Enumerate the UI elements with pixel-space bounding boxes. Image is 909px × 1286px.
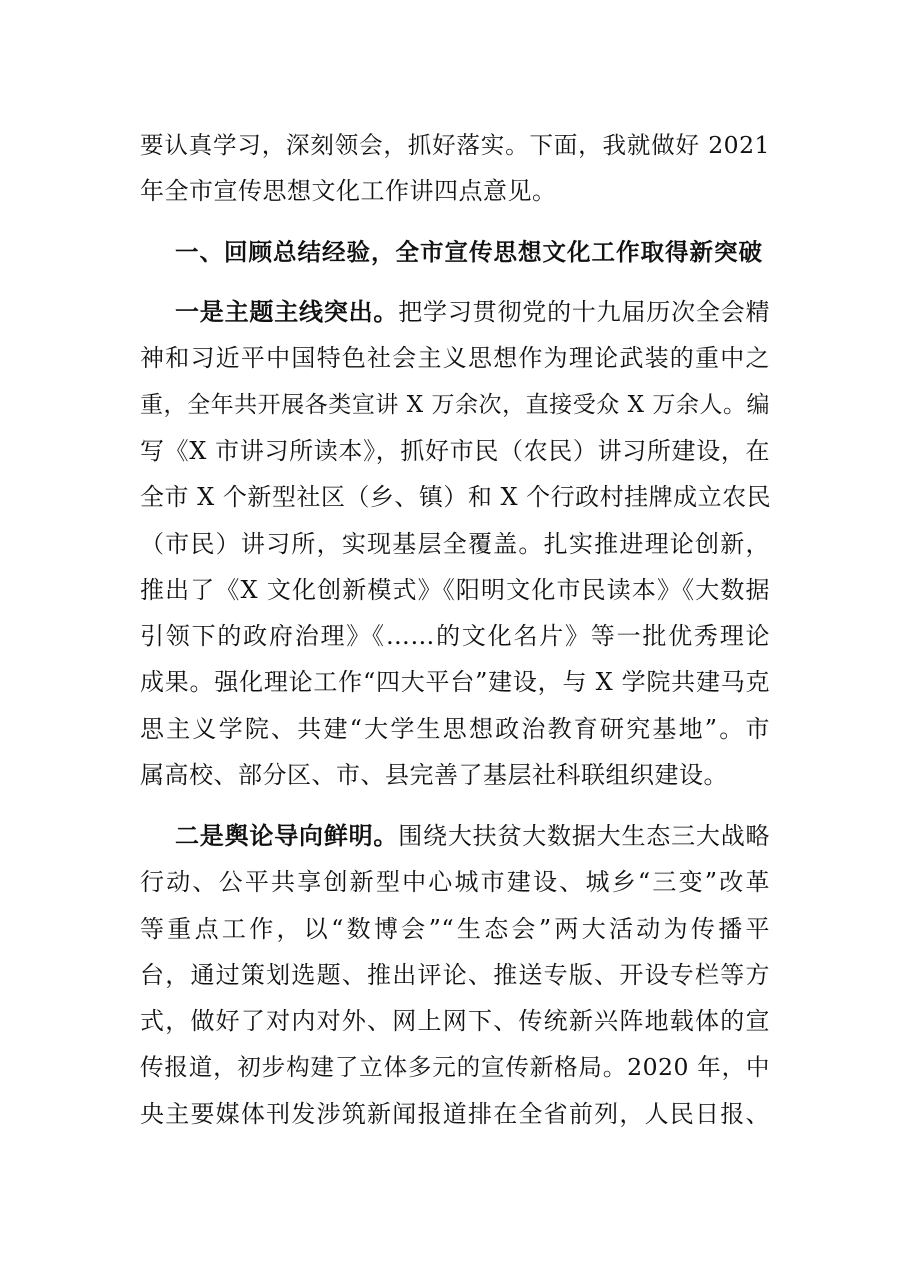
para1-line: 神和习近平中国特色社会主义思想作为理论武装的重中之 xyxy=(140,344,770,372)
para2-line: 行动、公平共享创新型中心城市建设、城乡“三变”改革 xyxy=(140,868,770,896)
para1-first-line xyxy=(175,296,770,328)
intro-line-1: 要认真学习，深刻领会，抓好落实。下面，我就做好 2021 xyxy=(140,131,770,159)
para2-first-rest: 围绕大扶贫大数据大生态三大战略 xyxy=(398,822,771,850)
para1-line: 全市 X 个新型社区（乡、镇）和 X 个行政村挂牌成立农民 xyxy=(140,483,772,511)
para1-line: 推出了《X 文化创新模式》《阳明文化市民读本》《大数据 xyxy=(140,576,770,604)
intro-line-2: 年全市宣传思想文化工作讲四点意见。 xyxy=(140,177,557,205)
para2-line: 传报道，初步构建了立体多元的宣传新格局。2020 年，中 xyxy=(140,1053,770,1081)
para2-line: 台，通过策划选题、推出评论、推送专版、开设专栏等方 xyxy=(140,961,770,989)
para2-line: 等重点工作，以“数博会”“生态会”两大活动为传播平 xyxy=(140,915,770,943)
para2-first-line xyxy=(175,820,770,852)
para2-line: 央主要媒体刊发涉筑新闻报道排在全省前列，人民日报、 xyxy=(140,1100,770,1128)
para2-lead: 二是舆论导向鲜明。 xyxy=(175,822,399,850)
para1-line: 写《X 市讲习所读本》，抓好市民（农民）讲习所建设，在 xyxy=(140,437,770,465)
section-heading-1: 一、回顾总结经验，全市宣传思想文化工作取得新突破 xyxy=(175,238,763,266)
para1-first-rest: 把学习贯彻党的十九届历次全会精 xyxy=(398,298,771,326)
para1-line: 成果。强化理论工作“四大平台”建设，与 X 学院共建马克 xyxy=(140,668,770,696)
para1-line: （市民）讲习所，实现基层全覆盖。扎实推进理论创新， xyxy=(140,530,770,558)
para1-lead: 一是主题主线突出。 xyxy=(175,298,399,326)
para1-line: 属高校、部分区、市、县完善了基层社科联组织建设。 xyxy=(140,761,728,789)
para2-line: 式，做好了对内对外、网上网下、传统新兴阵地载体的宣 xyxy=(140,1007,770,1035)
para1-line: 重，全年共开展各类宣讲 X 万余次，直接受众 X 万余人。编 xyxy=(140,392,770,418)
para1-line: 思主义学院、共建“大学生思想政治教育研究基地”。市 xyxy=(140,715,770,743)
para1-line: 引领下的政府治理》《……的文化名片》等一批优秀理论 xyxy=(140,622,770,650)
